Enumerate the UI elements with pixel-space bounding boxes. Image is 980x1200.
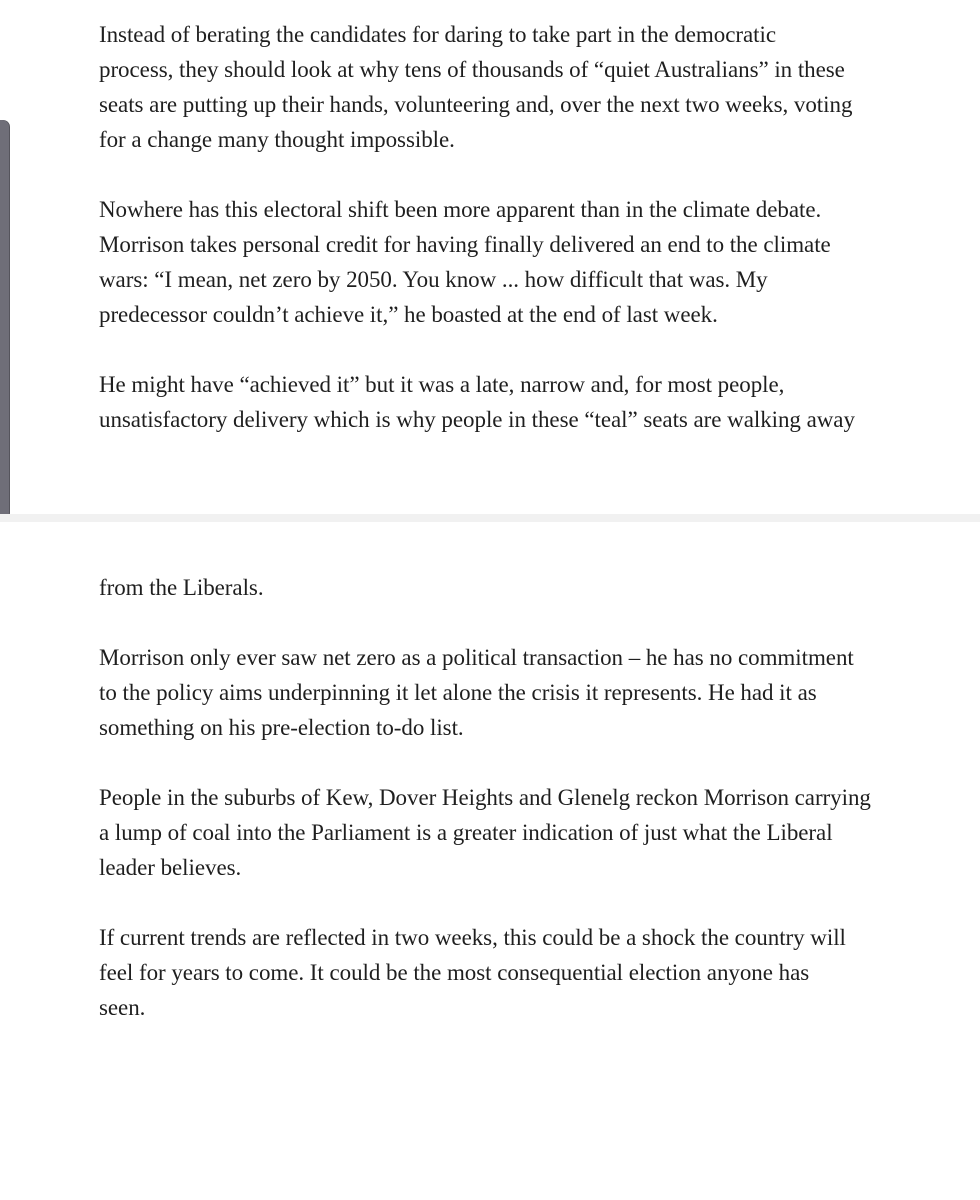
- paragraph-line: Morrison takes personal credit for having finally delivered an end to the climate: [99, 232, 831, 257]
- paragraph-line: He might have “achieved it” but it was a late, narrow and, for most people,: [99, 372, 785, 397]
- paragraph-line: If current trends are reflected in two weeks, this could be a shock the country will: [99, 925, 846, 950]
- paragraph-line: unsatisfactory delivery which is why people in these “teal” seats are walking away: [99, 407, 855, 432]
- paragraph-line: from the Liberals.: [99, 575, 264, 600]
- paragraph-line: People in the suburbs of Kew, Dover Heights and Glenelg reckon Morrison carrying: [99, 785, 871, 810]
- article-paragraph-4: [99, 570, 919, 605]
- article-paragraph-6: [99, 780, 919, 885]
- paragraph-line: predecessor couldn’t achieve it,” he boasted at the end of last week.: [99, 302, 718, 327]
- paragraph-line: seats are putting up their hands, volunteering and, over the next two weeks, voting: [99, 92, 853, 117]
- paragraph-line: for a change many thought impossible.: [99, 127, 455, 152]
- paragraph-line: leader believes.: [99, 855, 242, 880]
- paragraph-line: something on his pre-election to-do list.: [99, 715, 464, 740]
- article-paragraph-2: [99, 192, 919, 332]
- paragraph-line: wars: “I mean, net zero by 2050. You know ... how difficult that was. My: [99, 267, 768, 292]
- paragraph-line: Instead of berating the candidates for daring to take part in the democratic: [99, 22, 776, 47]
- paragraph-line: process, they should look at why tens of thousands of “quiet Australians” in these: [99, 57, 845, 82]
- paragraph-line: to the policy aims underpinning it let alone the crisis it represents. He had it as: [99, 680, 817, 705]
- paragraph-line: seen.: [99, 995, 146, 1020]
- article-paragraph-1: [99, 17, 919, 157]
- article-paragraph-5: [99, 640, 919, 745]
- screenshot-divider: [0, 514, 980, 522]
- article-paragraph-7: [99, 920, 919, 1025]
- paragraph-line: a lump of coal into the Parliament is a greater indication of just what the Liberal: [99, 820, 833, 845]
- paragraph-line: Morrison only ever saw net zero as a political transaction – he has no commitment: [99, 645, 854, 670]
- paragraph-line: Nowhere has this electoral shift been more apparent than in the climate debate.: [99, 197, 822, 222]
- paragraph-line: feel for years to come. It could be the most consequential election anyone has: [99, 960, 810, 985]
- scroll-indicator[interactable]: [0, 120, 9, 520]
- article-paragraph-3: [99, 367, 919, 437]
